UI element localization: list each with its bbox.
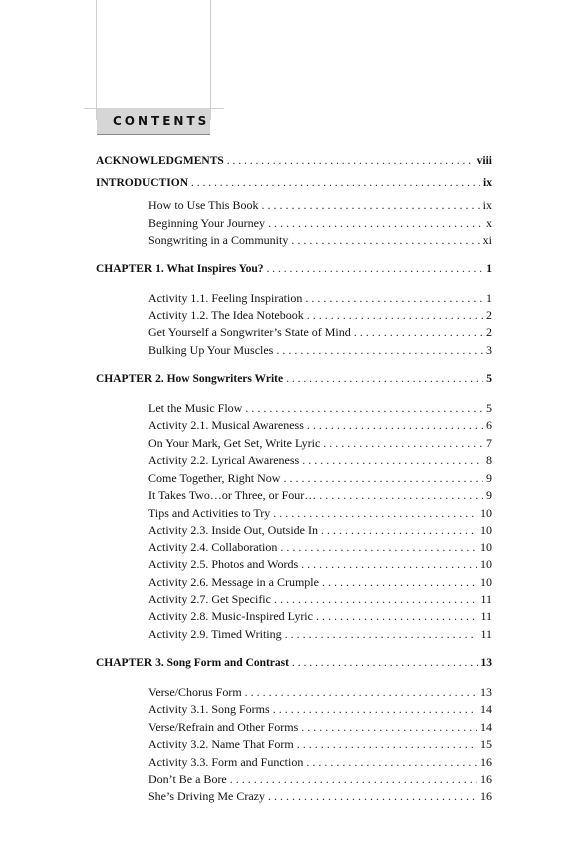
toc-section-entry	[148, 418, 492, 432]
toc-leader-dots	[321, 523, 477, 537]
toc-page-number: 10	[480, 523, 492, 537]
toc-entry-title: Let the Music Flow	[148, 401, 243, 415]
toc-page-number: 10	[480, 540, 492, 554]
toc-page-number: x	[486, 216, 492, 230]
toc-section-entry	[148, 308, 492, 322]
toc-leader-dots	[322, 575, 477, 589]
toc-section-entry	[148, 488, 492, 502]
toc-page-number: 11	[480, 627, 492, 641]
toc-leader-dots	[276, 343, 483, 357]
toc-section-entry	[148, 471, 492, 485]
toc-leader-dots	[301, 720, 477, 734]
toc-page-number: 11	[480, 592, 492, 606]
toc-section-entry	[148, 291, 492, 305]
toc-page-number: 2	[486, 308, 492, 322]
toc-section-entry	[148, 343, 492, 357]
crop-mark-vertical-right	[210, 0, 211, 120]
toc-leader-dots	[306, 755, 477, 769]
toc-leader-dots	[245, 685, 477, 699]
toc-entry-title: Activity 1.1. Feeling Inspiration	[148, 291, 303, 305]
toc-entry-title: Activity 3.2. Name That Form	[148, 737, 294, 751]
toc-entry-title: It Takes Two…or Three, or Four…	[148, 488, 317, 502]
toc-leader-dots	[191, 176, 480, 190]
toc-page-number: 6	[486, 418, 492, 432]
toc-entry-title: Activity 2.9. Timed Writing	[148, 627, 282, 641]
toc-page-number: 5	[486, 401, 492, 415]
toc-section-entry	[148, 737, 492, 751]
toc-leader-dots	[268, 789, 477, 803]
crop-mark-vertical-left	[96, 0, 97, 120]
toc-page-number: 10	[480, 506, 492, 520]
toc-page-number: 10	[480, 557, 492, 571]
toc-leader-dots	[301, 557, 477, 571]
toc-entry-title: Activity 2.4. Collaboration	[148, 540, 278, 554]
toc-section-entry	[148, 702, 492, 716]
toc-section-entry	[148, 401, 492, 415]
toc-section-entry	[148, 772, 492, 786]
toc-section-entry	[148, 198, 492, 212]
toc-entry-title: How to Use This Book	[148, 198, 259, 212]
toc-section-entry	[148, 592, 492, 606]
toc-page-number: 8	[486, 453, 492, 467]
toc-entry-title: Come Together, Right Now	[148, 471, 281, 485]
toc-section-entry	[148, 789, 492, 803]
toc-entry-title: INTRODUCTION	[96, 177, 189, 189]
toc-section-entry	[148, 755, 492, 769]
toc-entry-title: Activity 2.2. Lyrical Awareness	[148, 453, 300, 467]
toc-chapter-entry	[96, 176, 492, 190]
toc-section-entry	[148, 506, 492, 520]
toc-entry-title: Get Yourself a Songwriter’s State of Mind	[148, 325, 351, 339]
toc-section-entry	[148, 436, 492, 450]
toc-entry-title: ACKNOWLEDGMENTS	[96, 155, 224, 167]
toc-leader-dots	[307, 308, 483, 322]
toc-leader-dots	[323, 436, 483, 450]
toc-chapter-entry	[96, 372, 492, 386]
toc-page-number: 1	[486, 291, 492, 305]
toc-leader-dots	[292, 656, 478, 670]
toc-entry-title: CHAPTER 1. What Inspires You?	[96, 263, 264, 275]
toc-page-number: 16	[480, 755, 492, 769]
toc-page-number: 14	[480, 702, 492, 716]
toc-section-entry	[148, 325, 492, 339]
toc-section-entry	[148, 453, 492, 467]
toc-entry-title: Verse/Chorus Form	[148, 685, 242, 699]
toc-entry-title: Activity 2.8. Music-Inspired Lyric	[148, 609, 313, 623]
toc-leader-dots	[273, 702, 477, 716]
toc-chapter-entry	[96, 656, 492, 670]
toc-entry-title: Beginning Your Journey	[148, 216, 266, 230]
toc-chapter-entry	[96, 154, 492, 168]
toc-section-entry	[148, 540, 492, 554]
toc-leader-dots	[316, 609, 477, 623]
toc-page-number: 9	[486, 488, 492, 502]
toc-entry-title: Activity 2.7. Get Specific	[148, 592, 271, 606]
toc-chapter-entry	[96, 262, 492, 276]
toc-leader-dots	[230, 772, 477, 786]
toc-entry-title: On Your Mark, Get Set, Write Lyric	[148, 436, 321, 450]
toc-entry-title: Bulking Up Your Muscles	[148, 343, 274, 357]
toc-leader-dots	[245, 401, 483, 415]
toc-entry-title: Tips and Activities to Try	[148, 506, 271, 520]
toc-entry-title: Verse/Refrain and Other Forms	[148, 720, 299, 734]
toc-entry-title: Don’t Be a Bore	[148, 772, 227, 786]
toc-page-number: 16	[480, 772, 492, 786]
toc-leader-dots	[227, 154, 474, 168]
toc-section-entry	[148, 557, 492, 571]
toc-leader-dots	[354, 325, 483, 339]
toc-entry-title: Activity 2.1. Musical Awareness	[148, 418, 304, 432]
toc-entry-title: Activity 1.2. The Idea Notebook	[148, 308, 304, 322]
toc-page-number: 13	[480, 657, 492, 669]
toc-page-number: 11	[480, 609, 492, 623]
toc-leader-dots	[261, 198, 479, 212]
toc-page-number: 14	[480, 720, 492, 734]
toc-leader-dots	[302, 453, 483, 467]
toc-page-number: 5	[486, 373, 492, 385]
toc-leader-dots	[273, 506, 477, 520]
toc-page-number: 3	[486, 343, 492, 357]
toc-leader-dots	[307, 418, 483, 432]
toc-page-number: 16	[480, 789, 492, 803]
toc-entry-title: She’s Driving Me Crazy	[148, 789, 265, 803]
toc-section-entry	[148, 627, 492, 641]
toc-page-number: 9	[486, 471, 492, 485]
toc-leader-dots	[291, 233, 479, 247]
toc-leader-dots	[286, 372, 483, 386]
toc-page-number: 10	[480, 575, 492, 589]
toc-leader-dots	[285, 627, 478, 641]
toc-entry-title: Activity 3.3. Form and Function	[148, 755, 304, 769]
toc-section-entry	[148, 720, 492, 734]
toc-leader-dots	[274, 592, 477, 606]
toc-entry-title: Activity 2.6. Message in a Crumple	[148, 575, 319, 589]
toc-leader-dots	[297, 737, 477, 751]
toc-entry-title: Activity 2.5. Photos and Words	[148, 557, 299, 571]
page-title: CONTENTS	[113, 114, 210, 128]
toc-page-number: ix	[482, 198, 492, 212]
toc-page-number: ix	[483, 177, 492, 189]
toc-section-entry	[148, 609, 492, 623]
toc-leader-dots	[280, 540, 477, 554]
toc-section-entry	[148, 685, 492, 699]
toc-section-entry	[148, 575, 492, 589]
toc-entry-title: Activity 2.3. Inside Out, Outside In	[148, 523, 318, 537]
toc-section-entry	[148, 233, 492, 247]
toc-leader-dots	[305, 291, 483, 305]
toc-leader-dots	[267, 262, 484, 276]
toc-entry-title: Activity 3.1. Song Forms	[148, 702, 270, 716]
toc-leader-dots	[268, 216, 483, 230]
toc-page-number: 15	[480, 737, 492, 751]
toc-page-number: viii	[476, 155, 492, 167]
toc-leader-dots	[283, 471, 483, 485]
toc-entry-title: CHAPTER 2. How Songwriters Write	[96, 373, 284, 385]
toc-section-entry	[148, 216, 492, 230]
toc-leader-dots	[319, 488, 483, 502]
toc-page-number: 1	[486, 263, 492, 275]
toc-entry-title: CHAPTER 3. Song Form and Contrast	[96, 657, 289, 669]
toc-page-number: 13	[480, 685, 492, 699]
toc-page-number: xi	[482, 233, 492, 247]
toc-section-entry	[148, 523, 492, 537]
toc-entry-title: Songwriting in a Community	[148, 233, 289, 247]
toc-page-number: 2	[486, 325, 492, 339]
toc-page-number: 7	[486, 436, 492, 450]
